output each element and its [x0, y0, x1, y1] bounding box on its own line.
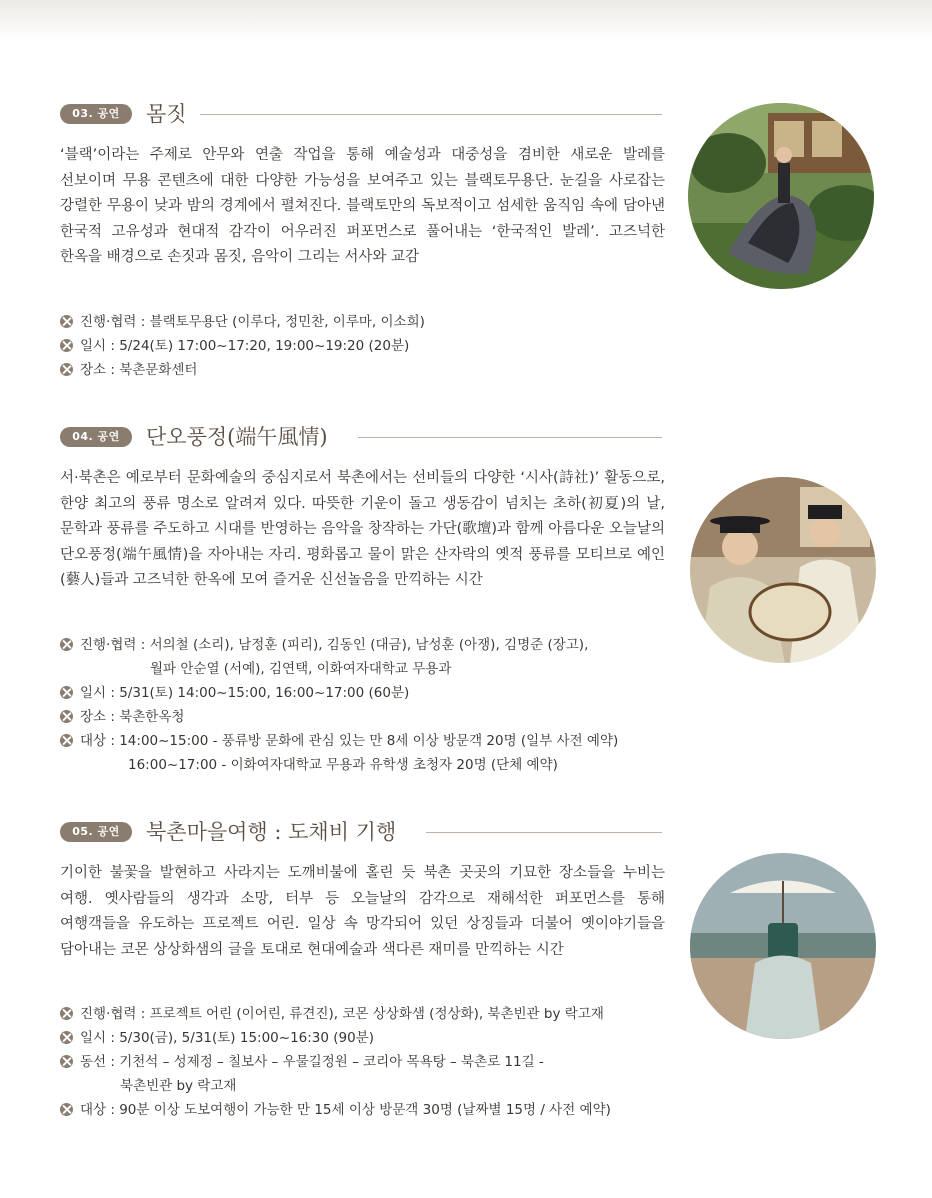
section-badge: 04. 공연 — [60, 427, 132, 447]
info-row-continued: 월파 안순열 (서예), 김연택, 이화여자대학교 무용과 — [150, 661, 452, 677]
section-info — [60, 1002, 680, 1122]
section-title: 몸짓 — [146, 102, 187, 126]
section-header — [60, 100, 662, 128]
info-row-continued: 북촌빈관 by 락고재 — [120, 1078, 237, 1094]
info-row: 동선 : 기천석 – 성제정 – 칠보사 – 우물길정원 – 코리아 목욕탕 – 북촌로 11길 - — [60, 1050, 680, 1074]
top-shade — [0, 0, 932, 40]
info-row: 대상 : 90분 이상 도보여행이 가능한 만 15세 이상 방문객 30명 (날짜별 15명 / 사전 예약) — [60, 1098, 680, 1122]
bullet-cross-circle-icon — [60, 315, 73, 328]
section-title: 북촌마을여행 : 도채비 기행 — [146, 820, 397, 844]
info-row-continued: 16:00~17:00 - 이화여자대학교 무용과 유학생 초청자 20명 (단체 예약) — [128, 757, 558, 773]
info-row: 일시 : 5/30(금), 5/31(토) 15:00~16:30 (90분) — [60, 1026, 680, 1050]
section-rule — [426, 832, 662, 833]
section-body: 기이한 불꽃을 발현하고 사라지는 도깨비불에 홀린 듯 북촌 곳곳의 기묘한 장소들을 누비는 여행. 옛사람들의 생각과 소망, 터부 등 오늘날의 감각으로 재해석한 퍼포먼스를 통해 여행객들을 유도하는 프로젝트 어린. 일상 속 망각되어 있던 상징들과 더불어 옛이야기들을 담아내는 코몬 상상화샘의 글을 토대로 현대예술과 색다른 재미를 만끽하는 시간 — [60, 865, 665, 958]
section-body: 서·북촌은 예로부터 문화예술의 중심지로서 북촌에서는 선비들의 다양한 ‘시사(詩社)’ 활동으로, 한양 최고의 풍류 명소로 알려져 있다. 따뜻한 기운이 돌고 생동감이 넘치는 초하(初夏)의 날, 문학과 풍류를 주도하고 시대를 반영하는 음악을 창작하는 가단(歌壇)과 함께 아름다운 오늘날의 단오풍정(端午風情)을 자아내는 자리. 평화롭고 물이 맑은 산자락의 옛적 풍류를 모티브로 예인(藝人)들과 고즈넉한 한옥에 모여 즐거운 신선놀음을 만끽하는 시간 — [60, 470, 665, 588]
info-row: 일시 : 5/24(토) 17:00~17:20, 19:00~19:20 (20분) — [60, 334, 680, 358]
bullet-cross-circle-icon — [60, 1007, 73, 1020]
info-row: 진행·협력 : 블랙토무용단 (이루다, 정민찬, 이루마, 이소희) — [60, 310, 680, 334]
info-row: 장소 : 북촌한옥청 — [60, 705, 680, 729]
bullet-cross-circle-icon — [60, 363, 73, 376]
section-info — [60, 310, 680, 382]
section-info — [60, 633, 680, 777]
section-badge: 05. 공연 — [60, 822, 132, 842]
section-rule — [200, 114, 662, 115]
section-header — [60, 423, 662, 451]
section-rule — [358, 437, 662, 438]
bullet-cross-circle-icon — [60, 734, 73, 747]
musicians-photo — [690, 477, 876, 663]
info-row: 장소 : 북촌문화센터 — [60, 358, 680, 382]
bullet-cross-circle-icon — [60, 710, 73, 723]
bullet-cross-circle-icon — [60, 1031, 73, 1044]
bullet-cross-circle-icon — [60, 638, 73, 651]
info-row: 일시 : 5/31(토) 14:00~15:00, 16:00~17:00 (60분) — [60, 681, 680, 705]
umbrella-figure-photo — [690, 853, 876, 1039]
dancer-photo — [688, 103, 874, 289]
info-row: 진행·협력 : 서의철 (소리), 남정훈 (피리), 김동인 (대금), 남성훈 (아쟁), 김명준 (장고), — [60, 633, 680, 657]
bullet-cross-circle-icon — [60, 1055, 73, 1068]
bullet-cross-circle-icon — [60, 339, 73, 352]
section-title: 단오풍정(端午風情) — [146, 425, 328, 449]
bullet-cross-circle-icon — [60, 686, 73, 699]
bullet-cross-circle-icon — [60, 1103, 73, 1116]
info-row: 진행·협력 : 프로젝트 어린 (이어린, 류견진), 코몬 상상화샘 (정상화), 북촌빈관 by 락고재 — [60, 1002, 680, 1026]
section-badge: 03. 공연 — [60, 104, 132, 124]
section-header — [60, 818, 662, 846]
section-body: ‘블랙’이라는 주제로 안무와 연출 작업을 통해 예술성과 대중성을 겸비한 새로운 발레를 선보이며 무용 콘텐츠에 대한 다양한 가능성을 보여주고 있는 블랙토무용단. 눈길을 사로잡는 강렬한 무용이 낮과 밤의 경계에서 펼쳐진다. 블랙토만의 독보적이고 섬세한 움직임 속에 담아낸 한국적 고유성과 현대적 감각이 어우러진 퍼포먼스로 풀어내는 ‘한국적인 발레’. 고즈넉한 한옥을 배경으로 손짓과 몸짓, 음악이 그리는 서사와 교감 — [60, 147, 665, 265]
info-row: 대상 : 14:00~15:00 - 풍류방 문화에 관심 있는 만 8세 이상 방문객 20명 (일부 사전 예약) — [60, 729, 680, 753]
